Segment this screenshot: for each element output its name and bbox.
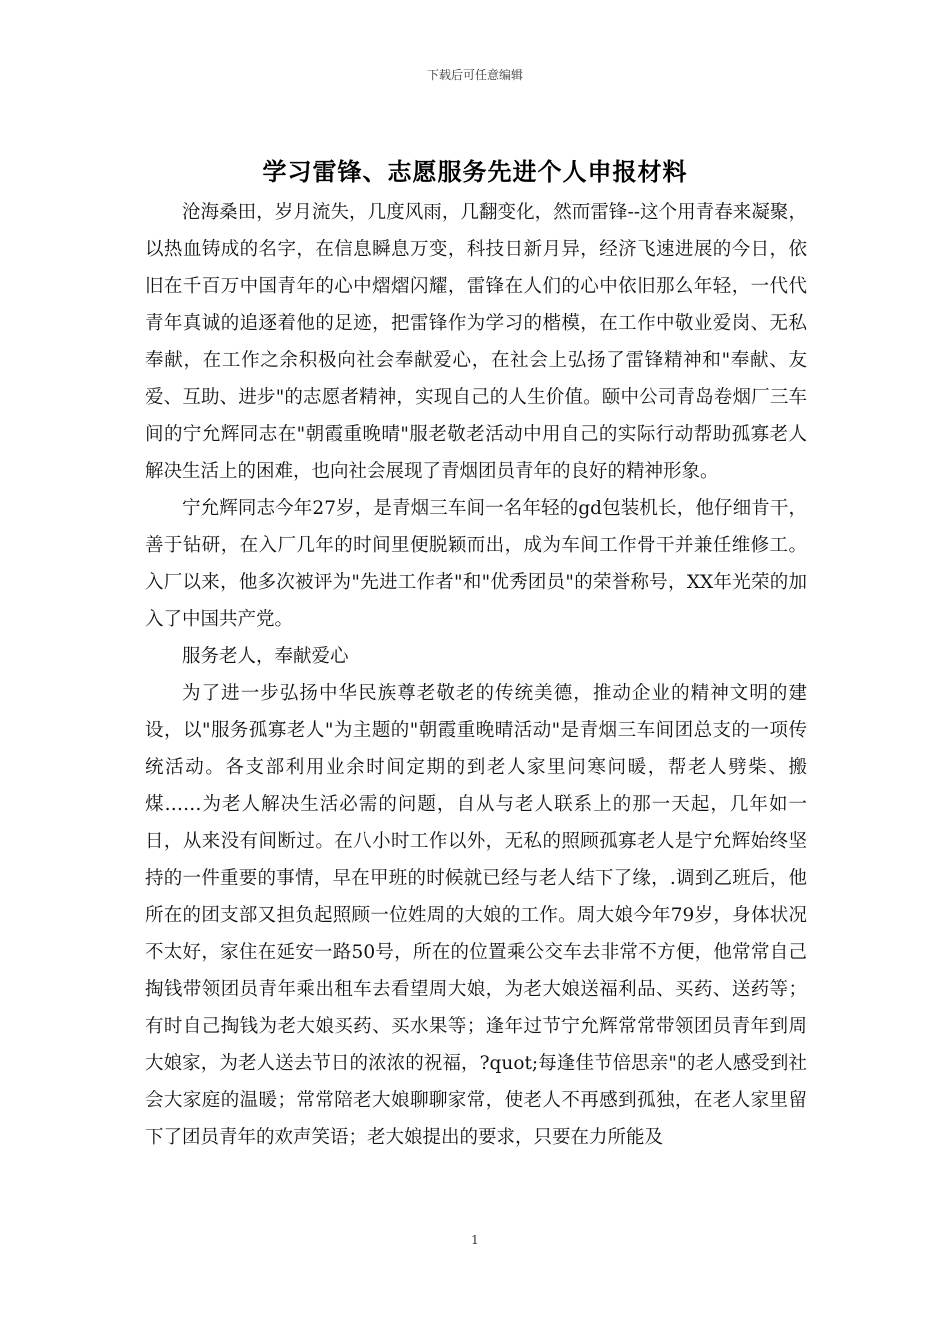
header-note: 下载后可任意编辑 xyxy=(426,68,523,82)
document-body xyxy=(145,194,807,1156)
paragraph-intro: 沧海桑田，岁月流失，几度风雨，几翻变化，然而雷锋--这个用青春来凝聚，以热血铸成的名字，在信息瞬息万变，科技日新月异，经济飞速进展的今日，依旧在千百万中国青年的心中熠熠闪耀，雷锋在人们的心中依旧那么年轻，一代代青年真诚的追逐着他的足迹，把雷锋作为学习的楷模，在工作中敬业爱岗、无私奉献，在工作之余积极向社会奉献爱心，在社会上弘扬了雷锋精神和"奉献、友爱、互助、进步"的志愿者精神，实现自己的人生价值。颐中公司青岛卷烟厂三车间的宁允辉同志在"朝霞重晚晴"服老敬老活动中用自己的实际行动帮助孤寡老人解决生活上的困难，也向社会展现了青烟团员青年的良好的精神形象。 xyxy=(145,202,807,482)
section-heading: 服务老人，奉献爱心 xyxy=(182,646,349,667)
paragraph-service: 为了进一步弘扬中华民族尊老敬老的传统美德，推动企业的精神文明的建设，以"服务孤寡老人"为主题的"朝霞重晚晴活动"是青烟三车间团总支的一项传统活动。各支部利用业余时间定期的到老人家里问寒问暖，帮老人劈柴、搬煤……为老人解决生活必需的问题，自从与老人联系上的那一天起，几年如一日，从来没有间断过。在八小时工作以外，无私的照顾孤寡老人是宁允辉始终坚持的一件重要的事情，早在甲班的时候就已经与老人结下了缘，.调到乙班后，他所在的团支部又担负起照顾一位姓周的大娘的工作。周大娘今年79岁，身体状况不太好，家住在延安一路50号，所在的位置乘公交车去非常不方便，他常常自己掏钱带领团员青年乘出租车去看望周大娘，为老大娘送福利品、买药、送药等；有时自己掏钱为老大娘买药、买水果等；逢年过节宁允辉常常带领团员青年到周大娘家，为老人送去节日的浓浓的祝福，?quot;每逢佳节倍思亲"的老人感受到社会大家庭的温暖；常常陪老大娘聊聊家常，使老人不再感到孤独，在老人家里留下了团员青年的欢声笑语；老大娘提出的要求，只要在力所能及 xyxy=(145,683,807,1148)
document-title: 学习雷锋、志愿服务先进个人申报材料 xyxy=(262,157,688,186)
paragraph-profile: 宁允辉同志今年27岁，是青烟三车间一名年轻的gd包装机长，他仔细肯干，善于钻研，在入厂几年的时间里便脱颖而出，成为车间工作骨干并兼任维修工。入厂以来，他多次被评为"先进工作者"和"优秀团员"的荣誉称号，XX年光荣的加入了中国共产党。 xyxy=(145,498,807,630)
page-number: 1 xyxy=(471,1233,479,1247)
